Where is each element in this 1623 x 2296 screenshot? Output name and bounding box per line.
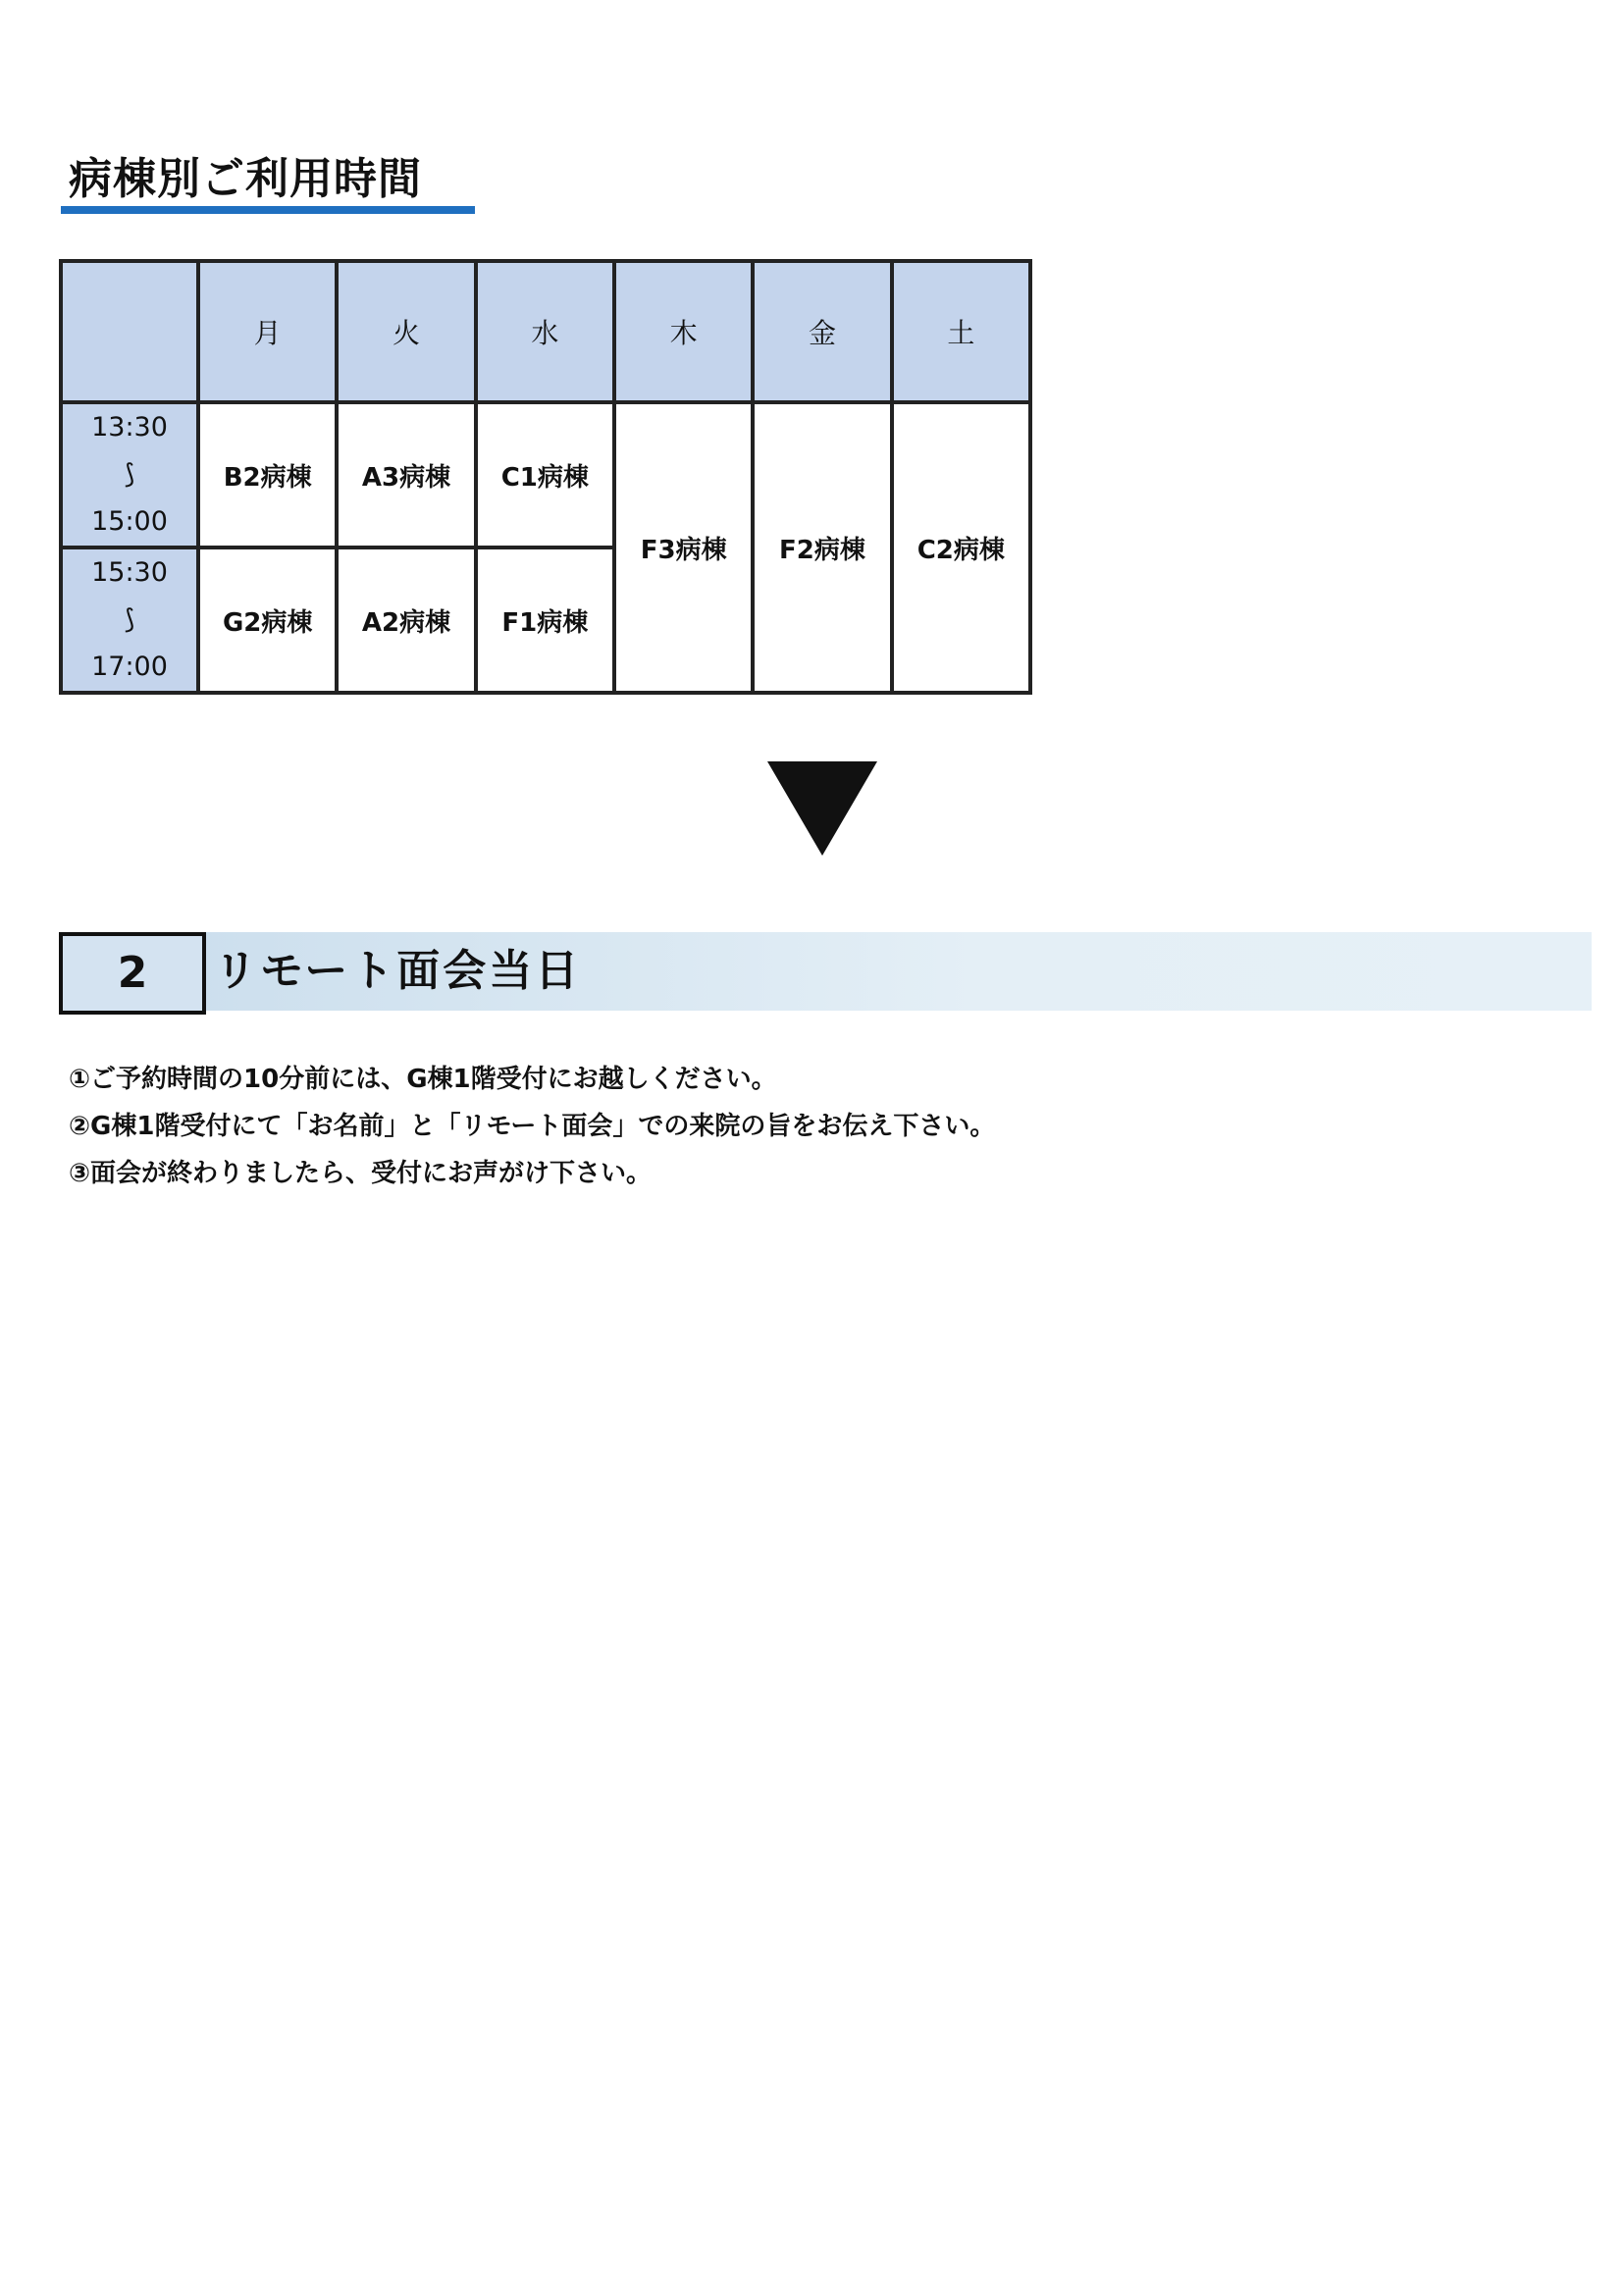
section-number-box: 2 <box>59 932 206 1015</box>
time-slot-1 <box>61 402 198 548</box>
instruction-list <box>69 1056 995 1197</box>
time-slot-start: 15:30 <box>91 557 168 588</box>
table-header-row <box>61 261 1030 402</box>
list-item: ②G棟1階受付にて「お名前」と「リモート面会」での来院の旨をお伝え下さい。 <box>69 1112 996 1141</box>
header-day-wed: 水 <box>476 261 614 402</box>
schedule-table <box>59 259 1032 695</box>
section-title: 病棟別ご利用時間 <box>69 154 422 204</box>
header-day-sat: 土 <box>892 261 1030 402</box>
header-day-fri: 金 <box>753 261 891 402</box>
ward-cell-wed-2: F1病棟 <box>476 548 614 693</box>
list-item: ①ご予約時間の10分前には、G棟1階受付にお越しください。 <box>69 1065 777 1094</box>
header-day-mon: 月 <box>198 261 337 402</box>
ward-cell-thu: F3病棟 <box>614 402 753 693</box>
table-row <box>61 402 1030 548</box>
time-slot-2 <box>61 548 198 693</box>
title-underline <box>61 206 475 214</box>
ward-cell-tue-2: A2病棟 <box>337 548 475 693</box>
ward-cell-sat: C2病棟 <box>892 402 1030 693</box>
down-arrow-icon <box>767 761 877 856</box>
time-slot-separator: ⟆ <box>124 459 135 490</box>
time-slot-start: 13:30 <box>91 412 168 443</box>
list-item: ③面会が終わりましたら、受付にお声がけ下さい。 <box>69 1159 653 1188</box>
ward-cell-fri: F2病棟 <box>753 402 891 693</box>
ward-cell-tue-1: A3病棟 <box>337 402 475 548</box>
time-slot-end: 17:00 <box>91 652 168 682</box>
header-corner-cell <box>61 261 198 402</box>
header-day-tue: 火 <box>337 261 475 402</box>
ward-cell-mon-2: G2病棟 <box>198 548 337 693</box>
time-slot-separator: ⟆ <box>124 604 135 635</box>
time-slot-end: 15:00 <box>91 506 168 537</box>
ward-cell-mon-1: B2病棟 <box>198 402 337 548</box>
ward-cell-wed-1: C1病棟 <box>476 402 614 548</box>
section-heading: リモート面会当日 <box>214 946 582 996</box>
header-day-thu: 木 <box>614 261 753 402</box>
